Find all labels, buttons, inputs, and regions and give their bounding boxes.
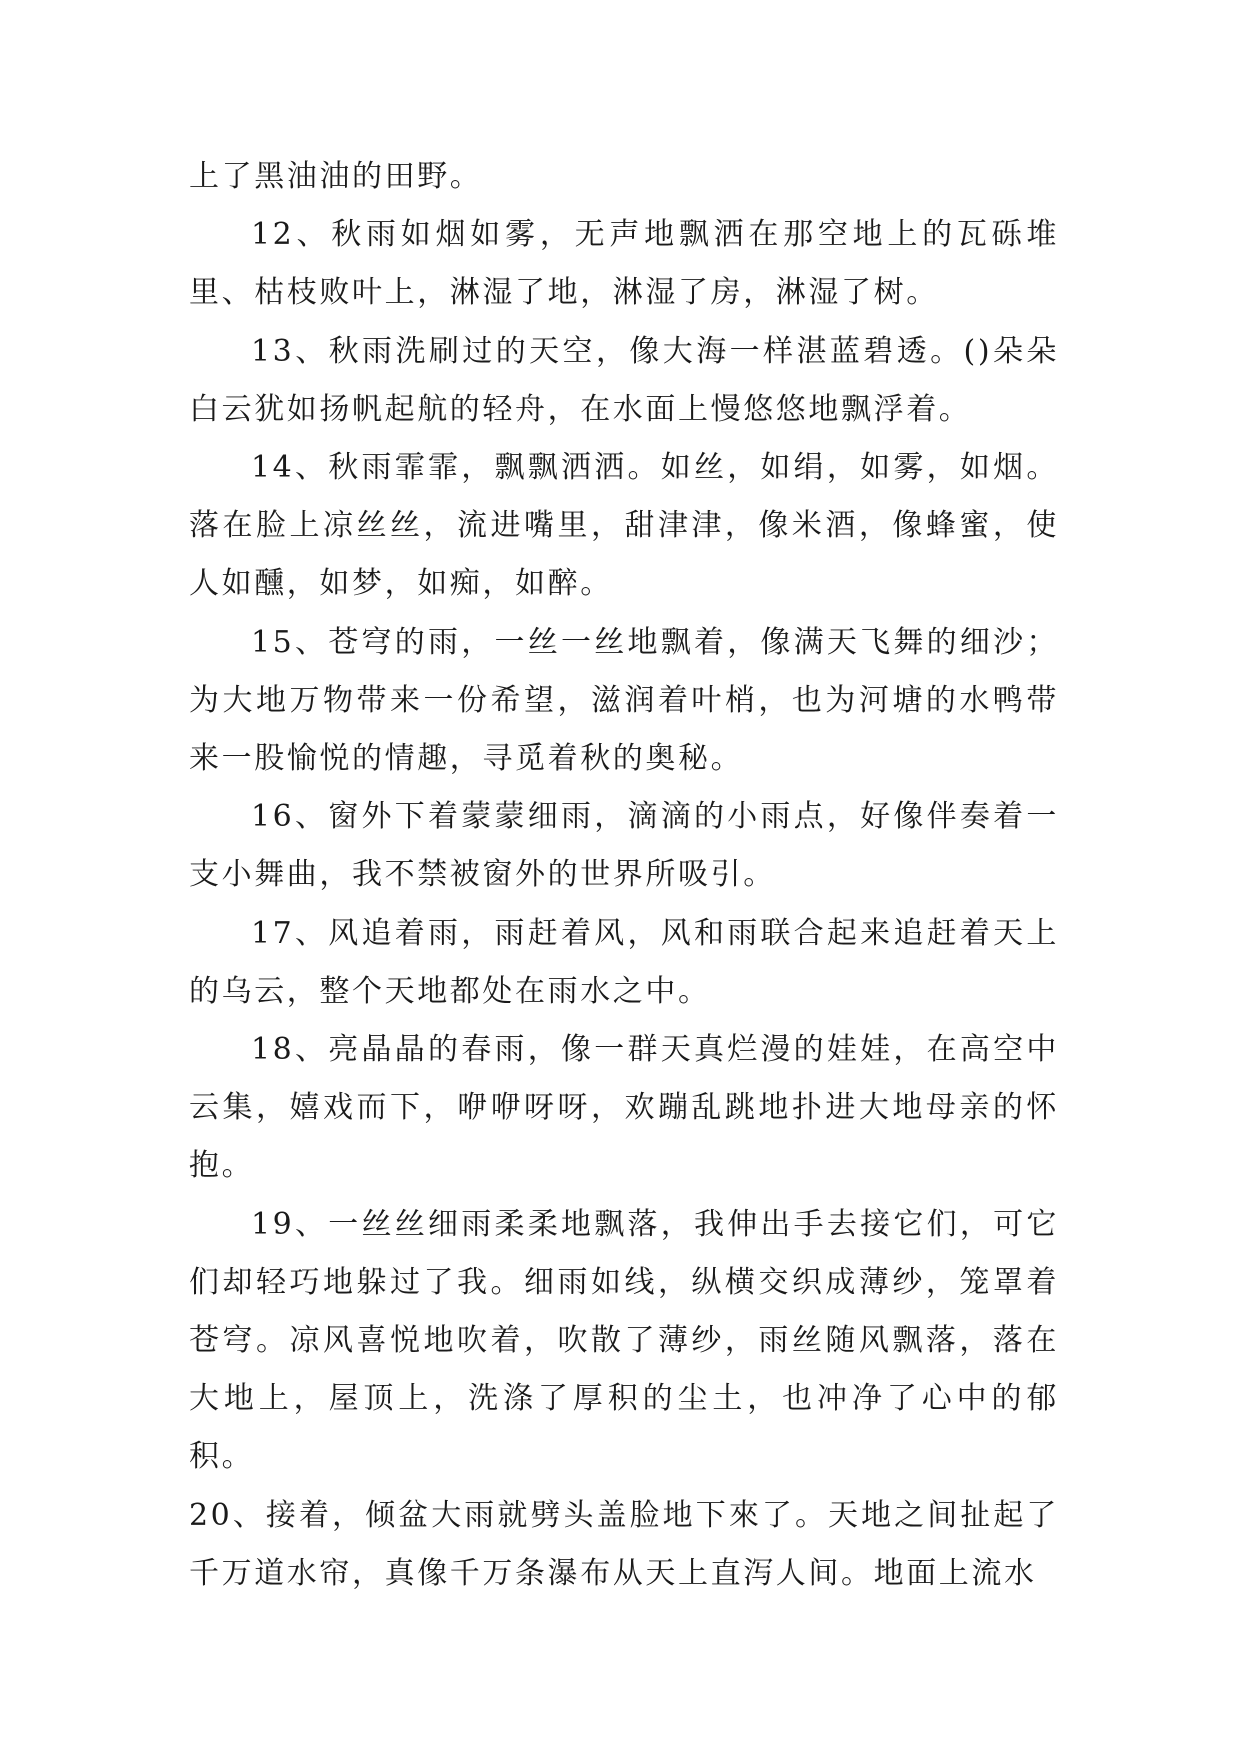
paragraph-12: 12、秋雨如烟如雾，无声地飘洒在那空地上的瓦砾堆里、枯枝败叶上，淋湿了地，淋湿了房，淋湿了树。 bbox=[189, 217, 1059, 311]
paragraph-19: 19、一丝丝细雨柔柔地飘落，我伸出手去接它们，可它们却轻巧地躲过了我。细雨如线，纵横交织成薄纱，笼罩着苍穹。凉风喜悦地吹着，吹散了薄纱，雨丝随风飘落，落在大地上，屋顶上，洗涤了厚积的尘土，也冲净了心中的郁积。 bbox=[189, 1206, 1059, 1475]
paragraph-14: 14、秋雨霏霏，飘飘洒洒。如丝，如绢，如雾，如烟。落在脸上凉丝丝，流进嘴里，甜津津，像米酒，像蜂蜜，使人如醺，如梦，如痴，如醉。 bbox=[189, 450, 1059, 602]
paragraph-13: 13、秋雨洗刷过的天空，像大海一样湛蓝碧透。()朵朵白云犹如扬帆起航的轻舟，在水面上慢悠悠地飘浮着。 bbox=[189, 333, 1059, 427]
paragraph-15: 15、苍穹的雨，一丝一丝地飘着，像满天飞舞的细沙；为大地万物带来一份希望，滋润着叶梢，也为河塘的水鸭带来一股愉悦的情趣，寻觅着秋的奥秘。 bbox=[189, 624, 1059, 777]
paragraph-20: 20、接着，倾盆大雨就劈头盖脸地下來了。天地之间扯起了千万道水帘，真像千万条瀑布从天上直泻人间。地面上流水 bbox=[189, 1497, 1059, 1591]
paragraph-16: 16、窗外下着蒙蒙细雨，滴滴的小雨点，好像伴奏着一支小舞曲，我不禁被窗外的世界所吸引。 bbox=[189, 799, 1059, 893]
document-body bbox=[189, 148, 1059, 1603]
paragraph-continuation: 上了黑油油的田野。 bbox=[189, 159, 483, 194]
paragraph-17: 17、风追着雨，雨赶着风，风和雨联合起来追赶着天上的乌云，整个天地都处在雨水之中。 bbox=[189, 915, 1059, 1009]
paragraph-18: 18、亮晶晶的春雨，像一群天真烂漫的娃娃，在高空中云集，嬉戏而下，咿咿呀呀，欢蹦乱跳地扑进大地母亲的怀抱。 bbox=[189, 1032, 1059, 1184]
